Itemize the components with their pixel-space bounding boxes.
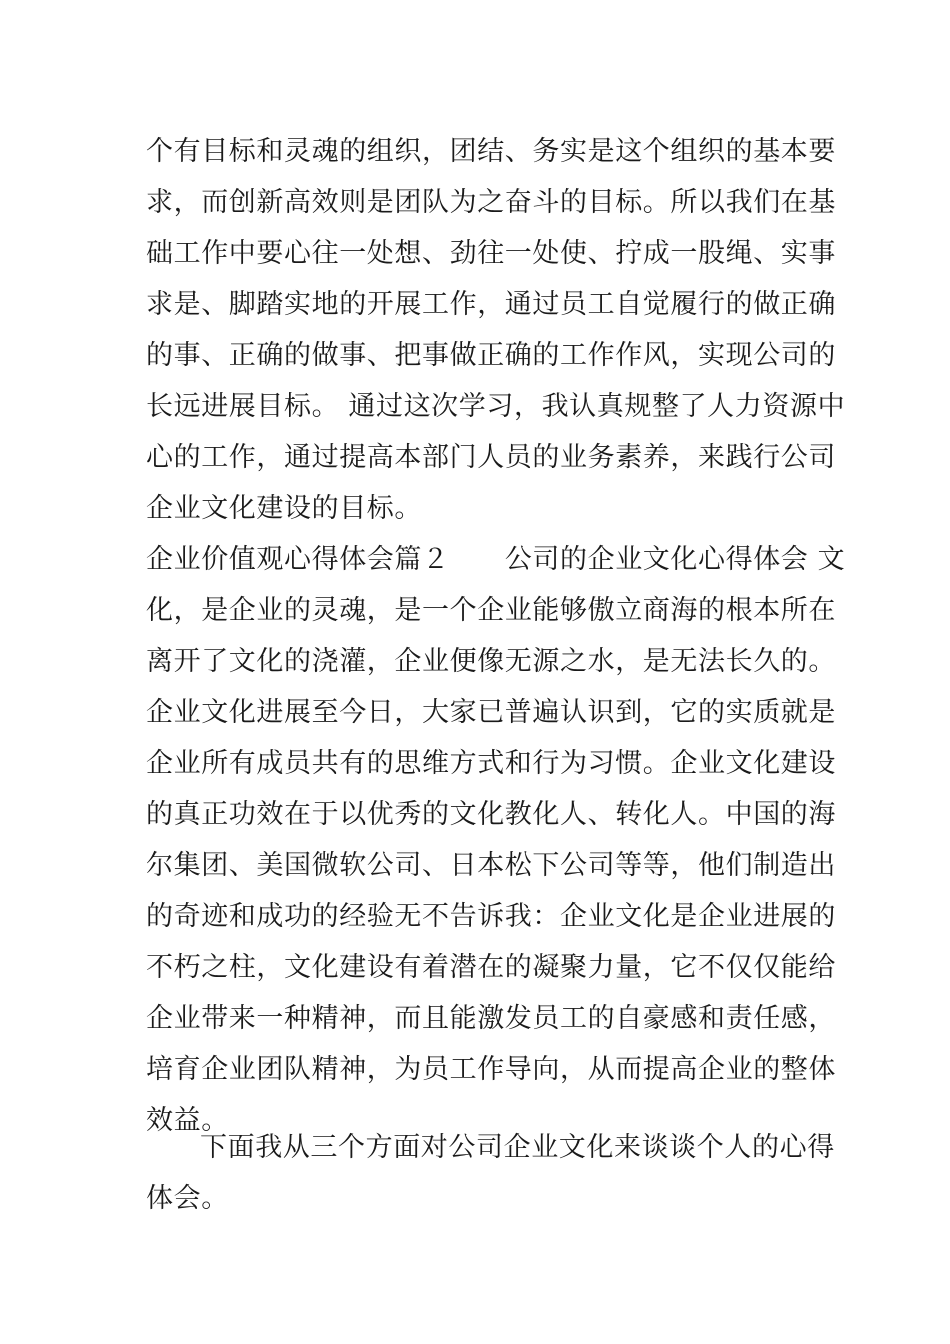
- text-line: 化，是企业的灵魂，是一个企业能够傲立商海的根本所在: [146, 595, 836, 626]
- text-line: 下面我从三个方面对公司企业文化来谈谈个人的心得: [200, 1132, 835, 1163]
- paragraph-2: [146, 1122, 835, 1224]
- body-text-block: [146, 126, 846, 1146]
- text-line: 离开了文化的浇灌，企业便像无源之水，是无法长久的。: [146, 646, 836, 677]
- text-line: 的奇迹和成功的经验无不告诉我：企业文化是企业进展的: [146, 901, 836, 932]
- text-line: 企业文化进展至今日，大家已普遍认识到，它的实质就是: [146, 697, 836, 728]
- text-line: 的事、正确的做事、把事做正确的工作作风，实现公司的: [146, 340, 836, 371]
- text-line: 效益。: [146, 1105, 229, 1136]
- text-line: 础工作中要心往一处想、劲往一处使、拧成一股绳、实事: [146, 238, 836, 269]
- text-line: 求是、脚踏实地的开展工作，通过员工自觉履行的做正确: [146, 289, 836, 320]
- text-line: 的真正功效在于以优秀的文化教化人、转化人。中国的海: [146, 799, 836, 830]
- text-line: 个有目标和灵魂的组织，团结、务实是这个组织的基本要: [146, 136, 836, 167]
- text-line: 心的工作，通过提高本部门人员的业务素养，来践行公司: [146, 442, 836, 473]
- text-line: 长远进展目标。 通过这次学习，我认真规整了人力资源中: [146, 391, 846, 422]
- text-line: 体会。: [146, 1183, 229, 1214]
- text-line: 企业带来一种精神，而且能激发员工的自豪感和责任感，: [146, 1003, 836, 1034]
- section-heading-line: 企业价值观心得体会篇２ 公司的企业文化心得体会 文: [146, 544, 846, 575]
- text-line: 企业所有成员共有的思维方式和行为习惯。企业文化建设: [146, 748, 836, 779]
- text-line: 求，而创新高效则是团队为之奋斗的目标。所以我们在基: [146, 187, 836, 218]
- text-line: 培育企业团队精神，为员工作导向，从而提高企业的整体: [146, 1054, 836, 1085]
- text-line: 不朽之柱，文化建设有着潜在的凝聚力量，它不仅仅能给: [146, 952, 836, 983]
- text-line: 企业文化建设的目标。: [146, 493, 422, 524]
- text-line: 尔集团、美国微软公司、日本松下公司等等，他们制造出: [146, 850, 836, 881]
